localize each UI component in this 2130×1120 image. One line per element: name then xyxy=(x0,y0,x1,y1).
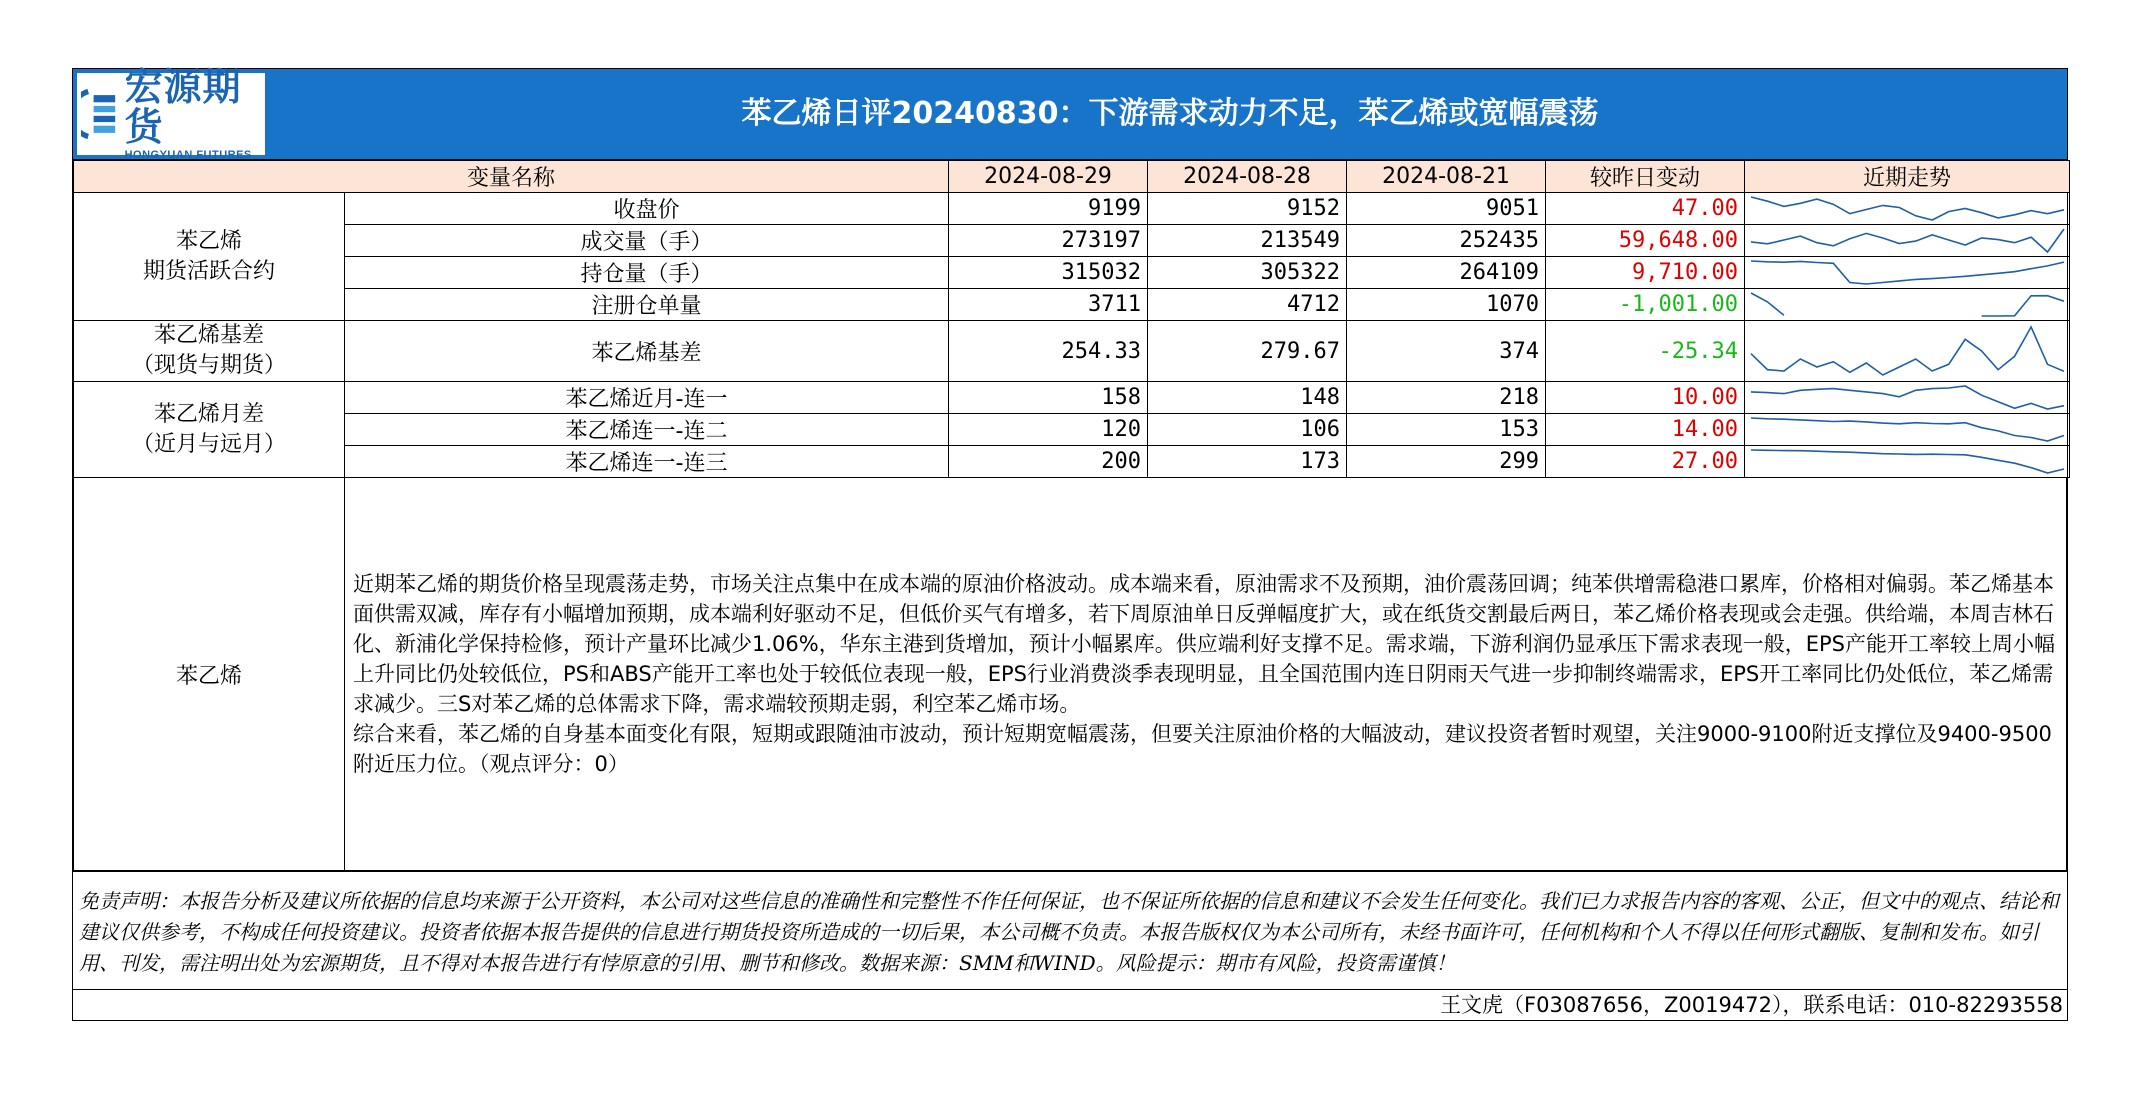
table-row xyxy=(74,289,2070,321)
commentary-row xyxy=(74,478,2067,871)
sparkline-chart xyxy=(1745,289,2070,320)
disclaimer-text: 免责声明：本报告分析及建议所依据的信息均来源于公开资料，本公司对这些信息的准确性和完整性不作任何保证，也不保证所依据的信息和建议不会发生任何变化。我们已力求报告内容的客观、公正，但文中的观点、结论和建议仅供参考，不构成任何投资建议。投资者依据本报告提供的信息进行期货投资所造成的一切后果，本公司概不负责。本报告版权仅为本公司所有，未经书面许可，任何机构和个人不得以任何形式翻版、复制和发布。如引用、刊发，需注明出处为宏源期货，且不得对本报告进行有悖原意的引用、删节和修改。数据来源：SMM和WIND。风险提示：期市有风险，投资需谨慎！ xyxy=(73,871,2067,989)
value-date-3: 299 xyxy=(1347,446,1546,478)
col-header-date-3: 2024-08-21 xyxy=(1347,161,1546,193)
table-row xyxy=(74,414,2070,446)
value-date-1: 273197 xyxy=(949,225,1148,257)
table-row xyxy=(74,446,2070,478)
variable-name: 苯乙烯连一-连三 xyxy=(345,446,949,478)
report-title: 苯乙烯日评20240830：下游需求动力不足，苯乙烯或宽幅震荡 xyxy=(741,96,1599,131)
column-header-row xyxy=(74,161,2070,193)
value-date-3: 264109 xyxy=(1347,257,1546,289)
table-row xyxy=(74,225,2070,257)
report-header xyxy=(73,65,2067,161)
table-row xyxy=(74,321,2070,382)
value-date-2: 106 xyxy=(1148,414,1347,446)
value-date-1: 254.33 xyxy=(949,321,1148,382)
table-row xyxy=(74,382,2070,414)
value-date-1: 3711 xyxy=(949,289,1148,321)
sparkline-series xyxy=(1751,386,2064,409)
group-label xyxy=(74,321,345,382)
sparkline-series xyxy=(1751,293,1784,315)
variable-name: 苯乙烯近月-连一 xyxy=(345,382,949,414)
value-date-2: 279.67 xyxy=(1148,321,1347,382)
table-row xyxy=(74,193,2070,225)
sparkline-series xyxy=(1751,261,2064,284)
change-value: 47.00 xyxy=(1546,193,1745,225)
variable-name: 成交量（手） xyxy=(345,225,949,257)
trend-sparkline xyxy=(1745,414,2070,446)
change-value: 27.00 xyxy=(1546,446,1745,478)
sparkline-chart xyxy=(1745,193,2070,224)
sparkline-chart xyxy=(1745,323,2070,379)
change-value: -25.34 xyxy=(1546,321,1745,382)
value-date-2: 213549 xyxy=(1148,225,1347,257)
value-date-2: 148 xyxy=(1148,382,1347,414)
sparkline-series xyxy=(1751,229,2064,252)
sparkline-chart xyxy=(1745,225,2070,256)
trend-sparkline xyxy=(1745,321,2070,382)
value-date-3: 1070 xyxy=(1347,289,1546,321)
sparkline-series xyxy=(1751,197,2064,220)
trend-sparkline xyxy=(1745,289,2070,321)
commentary-text xyxy=(345,478,2067,871)
data-table xyxy=(73,160,2070,478)
value-date-3: 153 xyxy=(1347,414,1546,446)
variable-name: 注册仓单量 xyxy=(345,289,949,321)
value-date-2: 9152 xyxy=(1148,193,1347,225)
group-label-line-1: 苯乙烯基差 xyxy=(153,323,264,348)
commentary-paragraph-2: 综合来看，苯乙烯的自身基本面变化有限，短期或跟随油市波动，预计短期宽幅震荡，但要关注原油价格的大幅波动，建议投资者暂时观望，关注9000-9100附近支撑位及9400-9500附近压力位。（观点评分：0） xyxy=(353,722,2052,776)
change-value: 59,648.00 xyxy=(1546,225,1745,257)
col-header-change: 较昨日变动 xyxy=(1546,161,1745,193)
group-label-line-1: 苯乙烯 xyxy=(175,228,242,254)
group-label-line-2: （现货与期货） xyxy=(131,353,286,378)
sparkline-chart xyxy=(1745,446,2070,477)
logo-chinese-name: 宏源期货 xyxy=(124,65,242,149)
trend-sparkline xyxy=(1745,382,2070,414)
sparkline-series xyxy=(1751,450,2064,473)
variable-name: 苯乙烯连一-连二 xyxy=(345,414,949,446)
logo-mark-icon xyxy=(81,83,121,145)
commentary-label: 苯乙烯 xyxy=(74,478,345,871)
value-date-1: 120 xyxy=(949,414,1148,446)
variable-name: 苯乙烯基差 xyxy=(345,321,949,382)
col-header-variable: 变量名称 xyxy=(74,161,949,193)
value-date-3: 374 xyxy=(1347,321,1546,382)
group-label-line-1: 苯乙烯月差 xyxy=(153,401,264,427)
trend-sparkline xyxy=(1745,257,2070,289)
value-date-1: 158 xyxy=(949,382,1148,414)
logo-english-name: HONGYUAN FUTURES xyxy=(124,149,252,161)
group-label xyxy=(74,382,345,478)
commentary-table xyxy=(73,478,2067,871)
group-label-line-2: （近月与远月） xyxy=(131,431,286,457)
change-value: 10.00 xyxy=(1546,382,1745,414)
variable-name: 持仓量（手） xyxy=(345,257,949,289)
value-date-1: 200 xyxy=(949,446,1148,478)
trend-sparkline xyxy=(1745,193,2070,225)
sparkline-series xyxy=(1751,327,2064,375)
logo-text xyxy=(125,67,265,161)
sparkline-series xyxy=(1982,296,2064,316)
col-header-trend: 近期走势 xyxy=(1745,161,2070,193)
value-date-1: 315032 xyxy=(949,257,1148,289)
change-value: 9,710.00 xyxy=(1546,257,1745,289)
value-date-2: 305322 xyxy=(1148,257,1347,289)
group-label xyxy=(74,193,345,321)
col-header-date-2: 2024-08-28 xyxy=(1148,161,1347,193)
value-date-3: 218 xyxy=(1347,382,1546,414)
group-label-line-2: 期货活跃合约 xyxy=(142,258,275,284)
table-row xyxy=(74,257,2070,289)
commentary-paragraph-1: 近期苯乙烯的期货价格呈现震荡走势，市场关注点集中在成本端的原油价格波动。成本端来看，原油需求不及预期，油价震荡回调；纯苯供增需稳港口累库，价格相对偏弱。苯乙烯基本面供需双减，库存有小幅增加预期，成本端利好驱动不足，但低价买气有增多，若下周原油单日反弹幅度扩大，或在纸货交割最后两日，苯乙烯价格表现或会走强。供给端，本周吉林石化、新浦化学保持检修，预计产量环比减少1.06%，华东主港到货增加，预计小幅累库。供应端利好支撑不足。需求端，下游利润仍显承压下需求表现一般，EPS产能开工率较上周小幅上升同比仍处较低位，PS和ABS产能开工率也处于较低位表现一般，EPS行业消费淡季表现明显，且全国范围内连日阴雨天气进一步抑制终端需求，EPS开工率同比仍处低位，苯乙烯需求减少。三S对苯乙烯的总体需求下降，需求端较预期走弱，利空苯乙烯市场。 xyxy=(353,572,2055,716)
sparkline-series xyxy=(1751,418,2064,441)
change-value: -1,001.00 xyxy=(1546,289,1745,321)
value-date-3: 252435 xyxy=(1347,225,1546,257)
value-date-2: 173 xyxy=(1148,446,1347,478)
variable-name: 收盘价 xyxy=(345,193,949,225)
report-sheet xyxy=(72,65,2068,1021)
sparkline-chart xyxy=(1745,382,2070,413)
value-date-1: 9199 xyxy=(949,193,1148,225)
value-date-2: 4712 xyxy=(1148,289,1347,321)
value-date-3: 9051 xyxy=(1347,193,1546,225)
col-header-date-1: 2024-08-29 xyxy=(949,161,1148,193)
analyst-contact: 王文虎（F03087656，Z0019472），联系电话：010-82293558 xyxy=(73,989,2067,1020)
company-logo xyxy=(77,65,265,161)
sparkline-chart xyxy=(1745,414,2070,445)
report-table xyxy=(72,65,2068,1021)
trend-sparkline xyxy=(1745,225,2070,257)
change-value: 14.00 xyxy=(1546,414,1745,446)
sparkline-chart xyxy=(1745,257,2070,288)
trend-sparkline xyxy=(1745,446,2070,478)
